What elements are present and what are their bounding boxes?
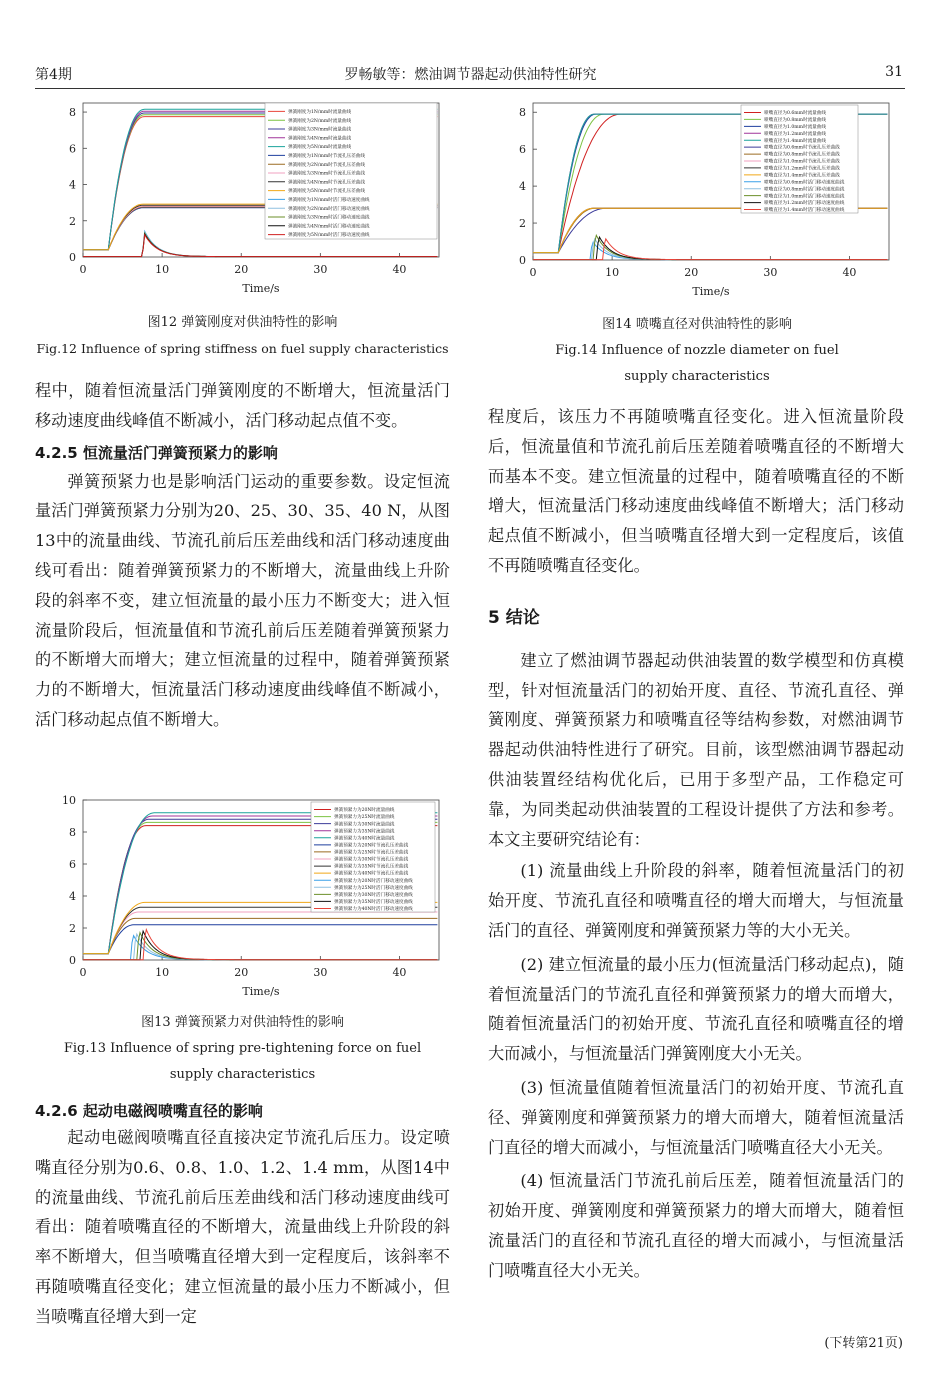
- x-tick-label: 10: [605, 266, 620, 279]
- pressure-series-line: [533, 208, 887, 252]
- header-issue: 第4期: [35, 67, 72, 83]
- legend-entry: 弹簧预紧力为20N时节流孔压差曲线: [334, 843, 409, 849]
- y-tick-label: 8: [69, 106, 76, 120]
- figure-14-chart: [488, 95, 906, 305]
- velocity-series-line: [533, 239, 887, 260]
- legend-entry: 喷嘴直径为1.4mm时节流孔压差曲线: [764, 173, 840, 179]
- legend-entry: 弹簧刚度为1N/mm时活门移动速度曲线: [288, 198, 370, 203]
- legend-entry: 弹簧刚度为4N/mm时节流孔压差曲线: [288, 180, 365, 186]
- legend-entry: 喷嘴直径为0.8mm时节流孔压差曲线: [764, 152, 840, 158]
- velocity-series-line: [533, 239, 887, 260]
- figure-14-caption: [488, 312, 906, 390]
- velocity-series-line: [83, 934, 437, 960]
- figure-12-caption: [35, 310, 450, 362]
- legend-entry: 喷嘴直径为1.4mm时流量曲线: [764, 138, 826, 144]
- legend-entry: 弹簧刚度为2N/mm时节流孔压差曲线: [288, 162, 365, 168]
- section-heading-5: 5 结论: [488, 607, 540, 628]
- legend-entry: 喷嘴直径为1.0mm时流量曲线: [764, 124, 826, 130]
- legend-entry: 弹簧刚度为3N/mm时活门移动速度曲线: [288, 215, 370, 221]
- legend-entry: 弹簧刚度为4N/mm时流量曲线: [288, 136, 352, 142]
- section-heading-4-2-6: 4.2.6 起动电磁阀喷嘴直径的影响: [35, 1102, 263, 1120]
- pressure-series-line: [533, 208, 887, 252]
- legend-entry: 弹簧刚度为3N/mm时节流孔压差曲线: [288, 171, 365, 177]
- legend-entry: 弹簧预紧力为35N时节流孔压差曲线: [334, 864, 409, 870]
- header-title: 罗畅敏等：燃油调节器起动供油特性研究: [344, 67, 597, 83]
- conclusion-1: (1) 流量曲线上升阶段的斜率，随着恒流量活门的初始开度、节流孔直径和喷嘴直径的增大而增大，与恒流量活门的直径、弹簧刚度和弹簧预紧力等的大小无关。: [488, 861, 904, 940]
- y-tick-label: 2: [69, 214, 76, 228]
- x-tick-label: 0: [529, 266, 537, 279]
- x-tick-label: 20: [234, 263, 249, 276]
- legend-entry: 喷嘴直径为1.2mm时流量曲线: [764, 131, 826, 137]
- x-axis-label: Time/s: [692, 285, 730, 298]
- x-tick-label: 40: [392, 966, 407, 979]
- x-tick-label: 30: [313, 263, 328, 276]
- x-tick-label: 40: [392, 263, 407, 276]
- legend-entry: 弹簧预紧力为40N时活门移动速度曲线: [334, 907, 413, 913]
- figure-14-caption-en-1: Fig.14 Influence of nozzle diameter on fuel: [555, 343, 839, 358]
- figure-14-caption-cn: 图14 喷嘴直径对供油特性的影响: [602, 317, 792, 332]
- legend-entry: 弹簧刚度为5N/mm时流量曲线: [288, 145, 352, 151]
- continued-note: (下转第21页): [824, 1336, 903, 1351]
- figure-13-chart: [35, 790, 450, 1005]
- legend-entry: 弹簧预紧力为35N时流量曲线: [334, 829, 395, 835]
- y-tick-label: 0: [69, 251, 76, 264]
- conclusion-3: (3) 恒流量值随着恒流量活门的初始开度、节流孔直径、弹簧刚度和弹簧预紧力的增大而增大，随着恒流量活门直径的增大而减小，与恒流量活门喷嘴直径大小无关。: [488, 1077, 904, 1157]
- figure-13-caption-cn: 图13 弹簧预紧力对供油特性的影响: [141, 1015, 344, 1030]
- legend-entry: 弹簧刚度为1N/mm时流量曲线: [288, 110, 352, 115]
- x-tick-label: 20: [234, 966, 249, 979]
- header-rule: [35, 88, 905, 89]
- y-tick-label: 4: [519, 180, 526, 194]
- legend-entry: 弹簧预紧力为20N时活门移动速度曲线: [334, 878, 413, 884]
- figure-12-caption-cn: 图12 弹簧刚度对供油特性的影响: [147, 315, 338, 330]
- legend-entry: 弹簧刚度为2N/mm时流量曲线: [288, 118, 352, 124]
- velocity-series-line: [533, 235, 887, 259]
- legend-entry: 弹簧预紧力为25N时活门移动速度曲线: [334, 885, 413, 891]
- x-tick-label: 0: [79, 966, 87, 979]
- legend-entry: 弹簧刚度为1N/mm时节流孔压差曲线: [288, 154, 365, 159]
- figure-14-caption-en-2: supply characteristics: [624, 369, 770, 384]
- header-page-number: 31: [885, 64, 903, 80]
- figure-12-chart: [35, 95, 450, 300]
- pressure-series-line: [533, 208, 887, 252]
- x-axis-label: Time/s: [242, 985, 280, 998]
- x-tick-label: 0: [79, 263, 87, 276]
- pressure-series-line: [533, 208, 887, 252]
- velocity-series-line: [533, 242, 887, 259]
- legend-entry: 弹簧预紧力为30N时节流孔压差曲线: [334, 857, 409, 863]
- pressure-series-line: [533, 208, 887, 252]
- x-tick-label: 10: [155, 263, 170, 276]
- legend-entry: 喷嘴直径为0.6mm时活门移动速度曲线: [764, 180, 845, 186]
- x-tick-label: 30: [313, 966, 328, 979]
- legend: [265, 103, 437, 239]
- legend: [311, 802, 435, 912]
- y-tick-label: 2: [519, 217, 526, 231]
- paragraph: 弹簧预紧力也是影响活门运动的重要参数。设定恒流量活门弹簧预紧力分别为20、25、30、35、40 N，从图13中的流量曲线、节流孔前后压差曲线和活门移动速度曲线可看出：随着弹簧预紧力的不断增大，流量曲线上升阶段的斜率不变，建立恒流量的最小压力不断变大；进入恒流量阶段后，恒流量值和节流孔前后压差随着弹簧预紧力的不断增大而增大；建立恒流量的过程中，随着弹簧预紧力的不断增大，恒流量活门移动速度曲线峰值不断减小，活门移动起点值不断增大。: [35, 471, 450, 729]
- y-tick-label: 10: [62, 794, 76, 807]
- legend-entry: 弹簧预紧力为35N时活门移动速度曲线: [334, 900, 413, 905]
- figure-13: [35, 790, 450, 1005]
- right-column: [488, 402, 904, 1286]
- y-tick-label: 6: [69, 142, 76, 156]
- legend-entry: 弹簧预紧力为40N时流量曲线: [334, 836, 395, 842]
- velocity-series-line: [533, 237, 887, 260]
- y-tick-label: 4: [69, 178, 76, 192]
- paragraph: 起动电磁阀喷嘴直径直接决定节流孔后压力。设定喷嘴直径分别为0.6、0.8、1.0、1.2、1.4 mm，从图14中的流量曲线、节流孔前后压差曲线和活门移动速度曲线可看出：随着喷嘴直径的不断增大，流量曲线上升阶段的斜率不断增大，但当喷嘴直径增大到一定程度后，该斜率不再随喷嘴直径变化；建立恒流量的最小压力不断减小，但当喷嘴直径增大到一定: [35, 1128, 450, 1326]
- paragraph: 程度后，该压力不再随喷嘴直径变化。进入恒流量阶段后，恒流量值和节流孔前后压差随着喷嘴直径的不断增大而基本不变。建立恒流量的过程中，随着喷嘴直径的不断增大，恒流量活门移动速度曲线峰值不断增大；活门移动起点值不断减小，但当喷嘴直径增大到一定程度后，该值不再随喷嘴直径变化。: [488, 407, 904, 575]
- x-axis-label: Time/s: [242, 282, 280, 295]
- y-tick-label: 2: [69, 922, 76, 935]
- legend-entry: 弹簧预紧力为25N时节流孔压差曲线: [334, 850, 409, 856]
- y-tick-label: 8: [69, 826, 76, 839]
- legend-entry: 弹簧刚度为5N/mm时活门移动速度曲线: [288, 233, 370, 239]
- figure-12: [35, 95, 450, 300]
- figure-13-caption-en-2: supply characteristics: [169, 1067, 316, 1082]
- y-tick-label: 6: [69, 858, 76, 871]
- legend-entry: 喷嘴直径为0.6mm时节流孔压差曲线: [764, 145, 840, 151]
- section-heading-4-2-5: 4.2.5 恒流量活门弹簧预紧力的影响: [35, 443, 278, 462]
- conclusion-2: (2) 建立恒流量的最小压力(恒流量活门移动起点)，随着恒流量活门的节流孔直径和弹簧预紧力的增大而增大，随着恒流量活门的初始开度、节流孔直径和喷嘴直径的增大而减小，与恒流量活门弹簧刚度大小无关。: [488, 954, 904, 1064]
- conclusion-4: (4) 恒流量活门节流孔前后压差，随着恒流量活门的初始开度、弹簧刚度和弹簧预紧力的增大而增大，随着恒流量活门的直径和节流孔直径的增大而减小，与恒流量活门喷嘴直径大小无关。: [488, 1171, 904, 1280]
- x-tick-label: 20: [684, 266, 699, 279]
- figure-12-caption-en: Fig.12 Influence of spring stiffness on fuel supply characteristics: [36, 341, 449, 356]
- y-tick-label: 0: [519, 254, 526, 267]
- y-tick-label: 8: [519, 106, 526, 120]
- left-column-upper: [35, 376, 450, 735]
- x-tick-label: 30: [763, 266, 778, 279]
- legend-entry: 弹簧预紧力为20N时流量曲线: [334, 808, 395, 814]
- left-column-lower: [35, 1100, 450, 1332]
- legend-entry: 弹簧刚度为3N/mm时流量曲线: [288, 127, 352, 133]
- x-tick-label: 40: [842, 266, 857, 279]
- legend-entry: 喷嘴直径为0.8mm时活门移动速度曲线: [764, 187, 845, 193]
- legend-entry: 弹簧刚度为4N/mm时活门移动速度曲线: [288, 224, 370, 230]
- legend-entry: 弹簧预紧力为40N时节流孔压差曲线: [334, 871, 409, 877]
- figure-13-caption-en-1: Fig.13 Influence of spring pre-tightening force on fuel: [63, 1041, 422, 1056]
- legend-entry: 喷嘴直径为1.2mm时活门移动速度曲线: [764, 201, 845, 207]
- legend-entry: 喷嘴直径为1.4mm时活门移动速度曲线: [764, 208, 845, 214]
- legend-entry: 弹簧预紧力为25N时流量曲线: [334, 815, 395, 821]
- figure-13-caption: [35, 1010, 450, 1088]
- figure-14: [488, 95, 906, 305]
- y-tick-label: 0: [69, 954, 76, 967]
- pressure-series-line: [83, 907, 437, 953]
- legend: [741, 105, 858, 213]
- legend-entry: 喷嘴直径为0.8mm时流量曲线: [764, 118, 826, 123]
- legend-entry: 弹簧刚度为5N/mm时节流孔压差曲线: [288, 189, 365, 195]
- velocity-series-line: [83, 930, 437, 960]
- legend-entry: 弹簧刚度为2N/mm时活门移动速度曲线: [288, 206, 370, 212]
- legend-entry: 弹簧预紧力为30N时活门移动速度曲线: [334, 892, 413, 898]
- legend-entry: 喷嘴直径为1.0mm时节流孔压差曲线: [764, 159, 840, 165]
- paragraph: 建立了燃油调节器起动供油装置的数学模型和仿真模型，针对恒流量活门的初始开度、直径、节流孔直径、弹簧刚度、弹簧预紧力和喷嘴直径等结构参数，对燃油调节器起动供油特性进行了研究。目前，该型燃油调节器起动供油装置经结构优化后，已用于多型产品，工作稳定可靠，为同类起动供油装置的工程设计提供了方法和参考。本文主要研究结论有：: [488, 650, 904, 849]
- legend-entry: 喷嘴直径为1.2mm时节流孔压差曲线: [764, 166, 840, 172]
- x-tick-label: 10: [155, 966, 170, 979]
- legend-entry: 喷嘴直径为1.0mm时活门移动速度曲线: [764, 194, 845, 200]
- y-tick-label: 4: [69, 890, 76, 903]
- paragraph: 程中，随着恒流量活门弹簧刚度的不断增大，恒流量活门移动速度曲线峰值不断减小，活门移动起点值不变。: [35, 381, 450, 430]
- legend-entry: 弹簧预紧力为30N时流量曲线: [334, 822, 395, 828]
- y-tick-label: 6: [519, 143, 526, 157]
- legend-entry: 喷嘴直径为0.6mm时流量曲线: [764, 111, 826, 117]
